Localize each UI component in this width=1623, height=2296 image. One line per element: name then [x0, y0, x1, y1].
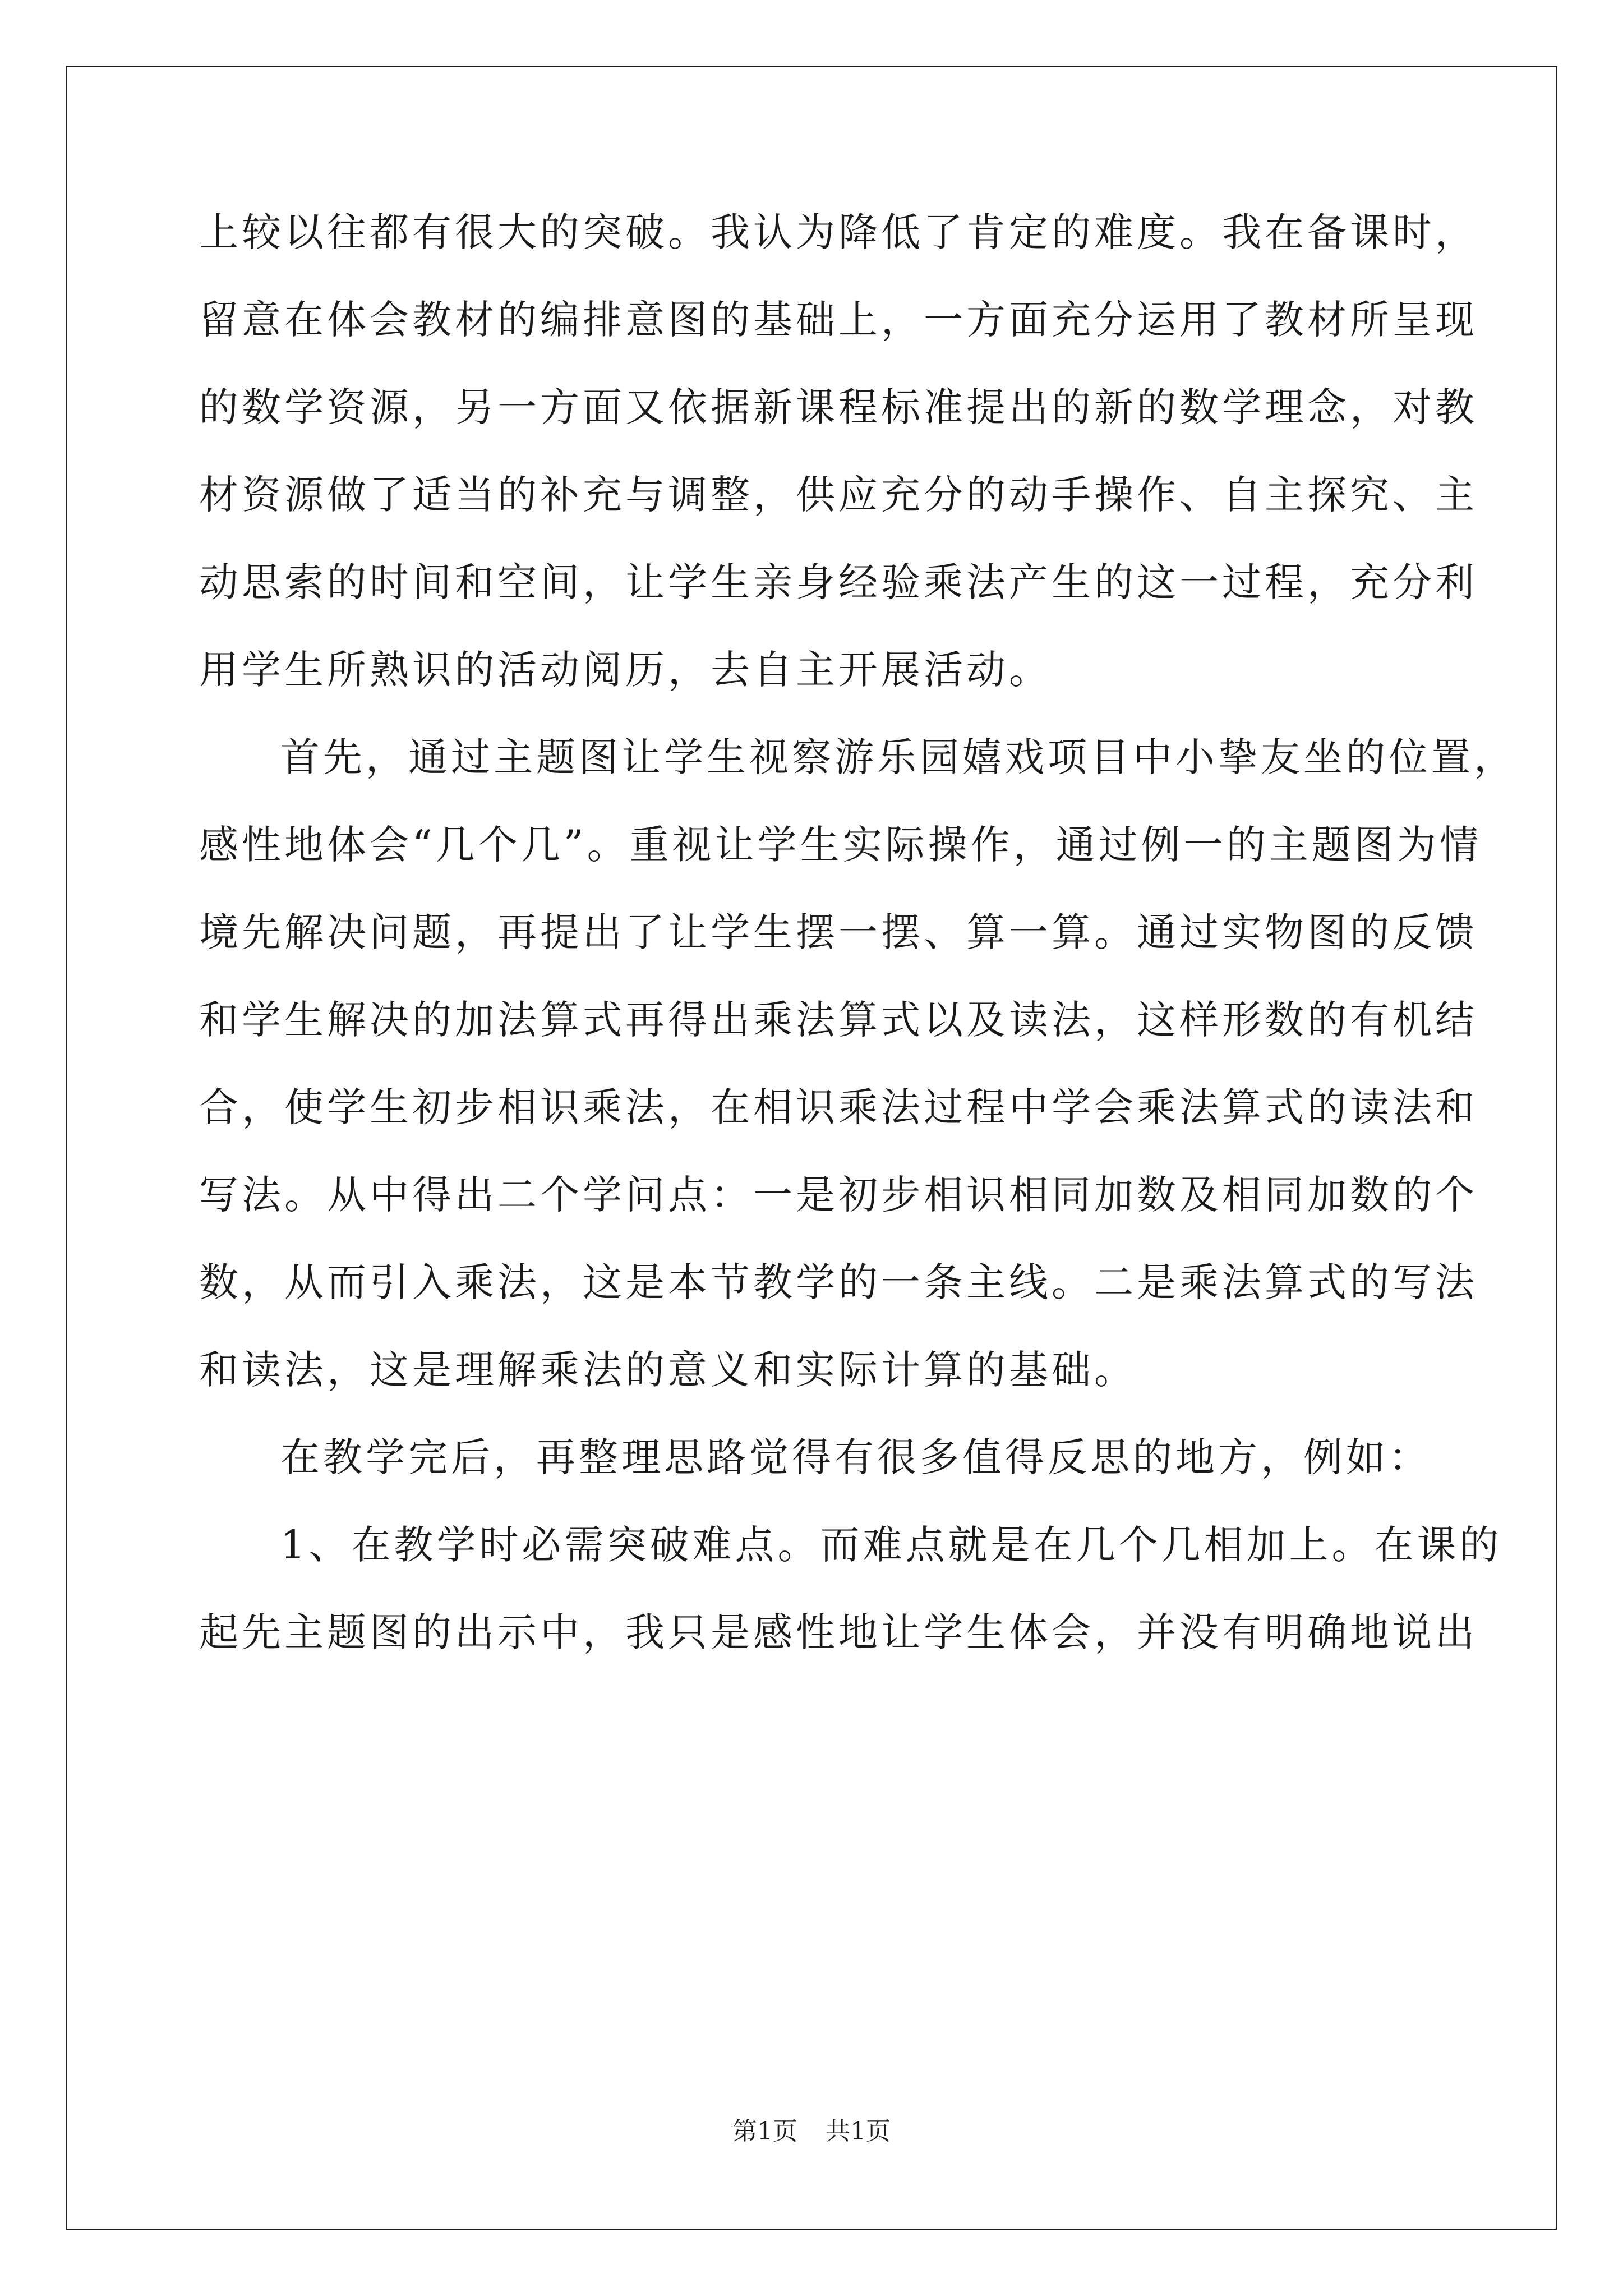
text-line-13: 数，从而引入乘法，这是本节教学的一条主线。二是乘法算式的写法 [199, 1259, 1478, 1305]
text-line-8: 感性地体会“几个几”。重视让学生实际操作，通过例一的主题图为情 [199, 822, 1482, 868]
text-line-2: 留意在体会教材的编排意图的基础上，一方面充分运用了教材所呈现 [199, 297, 1478, 343]
text-line-4: 材资源做了适当的补充与调整，供应充分的动手操作、自主探究、主 [199, 472, 1478, 518]
page-number-total: 共1页 [826, 2117, 891, 2146]
text-line-12: 写法。从中得出二个学问点：一是初步相识相同加数及相同加数的个 [199, 1172, 1478, 1218]
text-line-10: 和学生解决的加法算式再得出乘法算式以及读法，这样形数的有机结 [199, 997, 1478, 1043]
text-line-14: 和读法，这是理解乘法的意义和实际计算的基础。 [199, 1347, 1137, 1393]
text-line-5: 动思索的时间和空间，让学生亲身经验乘法产生的这一过程，充分利 [199, 559, 1478, 605]
text-line-3: 的数学资源，另一方面又依据新课程标准提出的新的数学理念，对教 [199, 384, 1478, 430]
page-number-current: 第1页 [732, 2117, 797, 2146]
page-footer [0, 2115, 1623, 2148]
text-line-9: 境先解决问题，再提出了让学生摆一摆、算一算。通过实物图的反馈 [199, 909, 1478, 955]
text-line-1: 上较以往都有很大的突破。我认为降低了肯定的难度。我在备课时， [199, 209, 1478, 255]
document-body [199, 188, 1516, 1676]
text-line-16: 1、在教学时必需突破难点。而难点就是在几个几相加上。在课的 [280, 1522, 1502, 1568]
text-line-15: 在教学完后，再整理思路觉得有很多值得反思的地方，例如： [280, 1434, 1431, 1480]
text-line-11: 合，使学生初步相识乘法，在相识乘法过程中学会乘法算式的读法和 [199, 1084, 1478, 1130]
text-line-17: 起先主题图的出示中，我只是感性地让学生体会，并没有明确地说出 [199, 1609, 1478, 1655]
text-line-6: 用学生所熟识的活动阅历，去自主开展活动。 [199, 647, 1052, 693]
text-line-7: 首先，通过主题图让学生视察游乐园嬉戏项目中小挚友坐的位置， [280, 734, 1516, 780]
